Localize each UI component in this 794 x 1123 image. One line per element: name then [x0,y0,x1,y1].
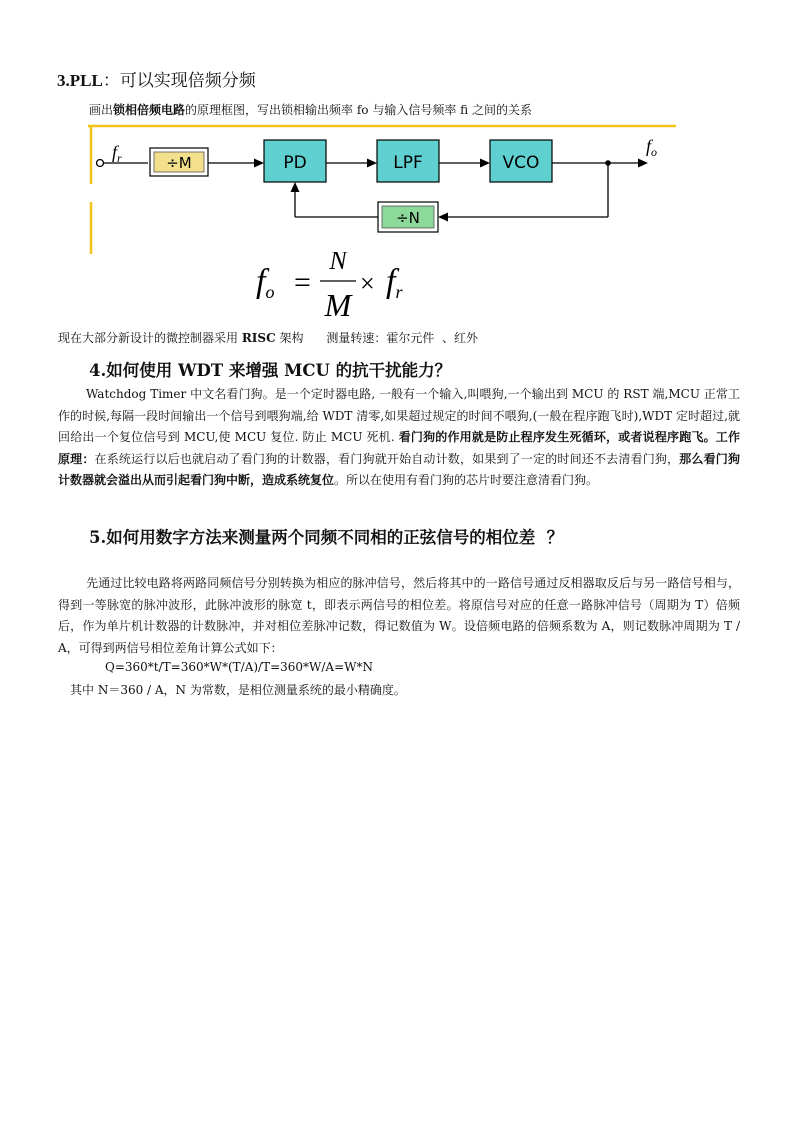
pd-label: PD [283,153,307,173]
section-3-number: 3.PLL [57,71,103,90]
section-3-title: 可以实现倍频分频 [119,71,256,91]
lpf-label: LPF [393,153,423,173]
formula-lhs: fo [256,263,275,302]
input-label: $f_r$ [112,142,122,165]
output-label: $f_o$ [646,136,658,159]
risc-line-post: 架构 测量转速：霍尔元件 、红外 [275,331,478,345]
instruction-bold: 锁相倍频电路 [113,103,186,117]
section-5-paragraph [58,573,740,659]
output-arrow [638,159,648,168]
section-5-heading [89,524,563,548]
section-3-instruction [89,101,532,118]
section-3-colon: ： [102,71,120,91]
div-m-label: ÷M [166,154,192,172]
wdt-purpose: 看门狗的作用就是防止程序发生死循环，或者说程序跑飞。工作原理： [58,430,740,466]
arrow-into-pd [254,159,264,168]
formula-denominator: M [324,287,352,320]
vco-label: VCO [502,153,540,173]
pll-block-diagram [88,124,678,259]
section-5-title: 如何用数字方法来测量两个同频不同相的正弦信号的相位差 ？ [106,528,564,547]
section-4-number: 4. [89,361,107,380]
formula-equals: = [294,266,311,299]
phase-formula: Q=360*t/T=360*W*(T/A)/T=360*W/A=W*N [105,660,373,674]
arrow-into-pd-bottom [291,182,300,192]
wdt-intro: Watchdog Timer 中文名看门狗。是一个定时器电路, 一般有一个输入,叫喂狗,一个输出到 MCU 的 RST 端,MCU 正常工作的时候,每隔一段时间输出一个信号到喂狗端,给 WDT 清零,如果超过规定的时间不喂狗,(一般在程序跑飞时),WDT 定时超过,就回给出一个复位信号到 MCU,使 MCU 复位. 防止 MCU 死机. [58,387,740,445]
arrow-into-vco [480,159,490,168]
wdt-principle: 在系统运行以后也就启动了看门狗的计数器，看门狗就开始自动计数，如果到了一定的时间还不去清看门狗， [94,451,680,466]
wdt-note: 。所以在使用有看门狗的芯片时要注意清看门狗。 [334,473,599,488]
section-4-heading [89,357,451,381]
arrow-into-div-n [438,213,448,222]
instruction-pre: 画出 [89,103,114,117]
input-terminal [97,160,104,167]
risc-line [58,329,478,346]
section-5-number: 5. [89,528,107,547]
arrow-into-lpf [367,159,377,168]
phase-note: 其中 N＝360 / A，N 为常数，是相位测量系统的最小精确度。 [70,683,406,697]
risc-line-bold: RISC [241,331,276,345]
section-3-heading [57,66,256,91]
div-n-label: ÷N [396,209,420,227]
section-4-title: 如何使用 WDT 来增强 MCU 的抗干扰能力？ [106,361,452,380]
formula-times: × [360,269,375,298]
phase-method-text: 先通过比较电路将两路同频信号分别转换为相应的脉冲信号，然后将其中的一路信号通过反相器取反后与另一路信号相与，得到一等脉宽的脉冲波形，此脉冲波形的脉宽 t，即表示两信号的相位差。将原信号对应的任意一路脉冲信号（周期为 T）倍频后，作为单片机计数器的计数脉冲，并对相位差脉冲记数，得记数值为 W。设倍频电路的倍频系数为 A，则记数脉冲周期为 T / A，可得到两信号相位差角计算公式如下： [58,576,740,655]
risc-line-pre: 现在大部分新设计的微控制器采用 [58,331,242,345]
formula-rhs: fr [386,263,403,302]
pll-formula [250,252,440,320]
formula-numerator: N [329,252,347,275]
section-4-paragraph [58,384,740,492]
wdt-overflow: 那么看门狗计数器就会溢出从而引起看门狗中断，造成系统复位 [58,451,740,488]
instruction-post: 的原理框图，写出锁相输出频率 fo 与输入信号频率 fi 之间的关系 [185,103,532,117]
